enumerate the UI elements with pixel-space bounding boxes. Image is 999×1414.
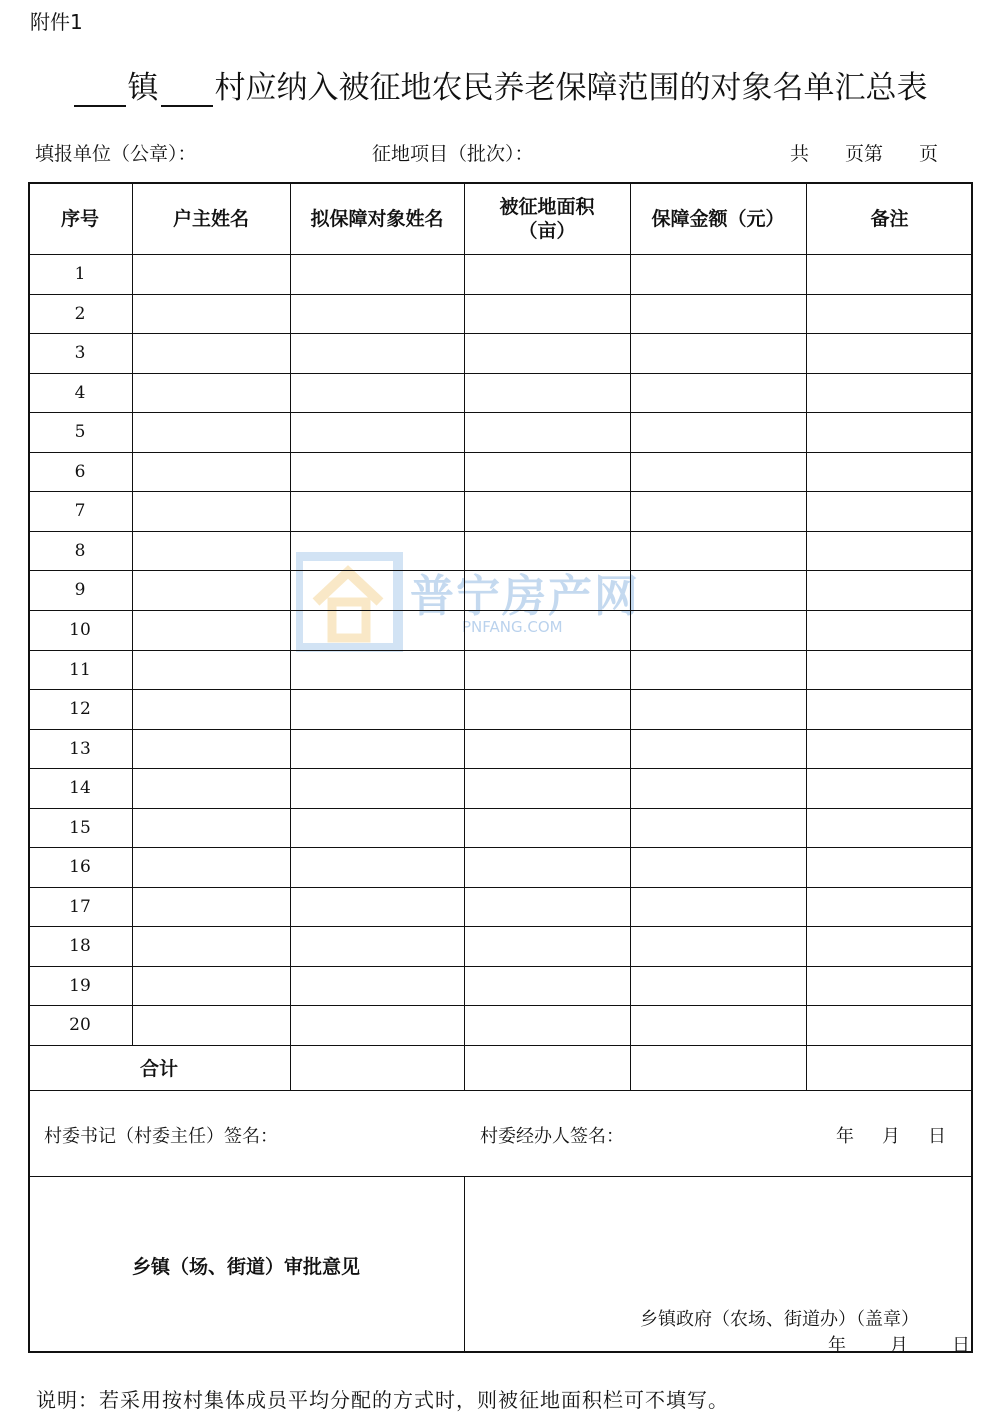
row-number: 5	[74, 422, 86, 443]
page-suffix: 页	[919, 143, 939, 165]
row-number: 16	[69, 857, 91, 878]
signature-month: 月	[882, 1126, 900, 1147]
grid-line	[28, 412, 973, 413]
grid-line	[290, 184, 291, 1090]
row-number: 17	[69, 896, 91, 917]
header-land-area-line1: 被征地面积	[499, 196, 595, 218]
grid-line	[28, 333, 973, 334]
grid-line	[28, 254, 973, 255]
project-label: 征地项目（批次）：	[372, 143, 534, 165]
grid-line	[28, 1005, 973, 1006]
row-number: 12	[69, 699, 91, 720]
header-household-head: 户主姓名	[172, 208, 249, 230]
page-count	[790, 139, 938, 166]
grid-line	[28, 531, 973, 532]
row-number: 20	[69, 1015, 91, 1036]
grid-line	[806, 184, 807, 1090]
grid-line	[132, 184, 133, 1045]
row-number: 18	[69, 936, 91, 957]
row-number: 7	[74, 501, 86, 522]
grid-line	[28, 610, 973, 611]
approval-day: 日	[952, 1335, 970, 1356]
header-land-area	[464, 184, 630, 254]
approval-year: 年	[828, 1335, 846, 1356]
grid-line	[28, 491, 973, 492]
attachment-label: 附件1	[30, 10, 83, 34]
handler-signature-label: 村委经办人签名：	[480, 1126, 624, 1147]
total-label: 合计	[139, 1058, 178, 1080]
grid-line	[28, 847, 973, 848]
town-blank	[74, 77, 126, 107]
row-number: 8	[74, 540, 86, 561]
grid-line	[28, 570, 973, 571]
reporting-unit-label: 填报单位（公章）：	[35, 143, 197, 165]
grid-line	[28, 689, 973, 690]
row-number: 11	[69, 659, 91, 680]
header-insured-name: 拟保障对象姓名	[310, 208, 444, 230]
grid-line	[28, 294, 973, 295]
row-number: 19	[69, 975, 91, 996]
approval-label: 乡镇（场、街道）审批意见	[131, 1255, 360, 1278]
row-number: 3	[74, 343, 86, 364]
grid-line	[28, 887, 973, 888]
row-number: 6	[74, 461, 86, 482]
grid-line	[28, 452, 973, 453]
approval-date	[828, 1331, 970, 1357]
watermark-sub: PNFANG.COM	[462, 618, 563, 636]
village-blank	[161, 77, 213, 107]
header-seq: 序号	[60, 208, 99, 230]
page-label: 页第	[845, 143, 884, 165]
government-seal-label: 乡镇政府（农场、街道办）（盖章）	[640, 1309, 919, 1330]
signature-day: 日	[928, 1126, 946, 1147]
secretary-signature-label: 村委书记（村委主任）签名：	[44, 1126, 278, 1147]
grid-line	[28, 808, 973, 809]
grid-line	[28, 729, 973, 730]
grid-line	[28, 926, 973, 927]
row-number: 2	[74, 303, 86, 324]
title-main: 村应纳入被征地农民养老保障范围的对象名单汇总表	[214, 70, 928, 106]
signature-date	[836, 1122, 946, 1148]
row-number: 1	[74, 264, 86, 284]
document-title	[0, 62, 999, 107]
grid-line	[28, 650, 973, 651]
footnote: 说明：若采用按村集体成员平均分配的方式时，则被征地面积栏可不填写。	[36, 1388, 729, 1412]
grid-line	[28, 373, 973, 374]
header-amount: 保障金额（元）	[651, 208, 785, 230]
total-pages-label: 共	[790, 143, 810, 165]
grid-line	[28, 768, 973, 769]
grid-line	[464, 184, 465, 1090]
approval-month: 月	[890, 1335, 908, 1356]
header-remarks: 备注	[870, 208, 909, 230]
grid-line	[630, 184, 631, 1090]
row-number: 10	[69, 619, 91, 640]
grid-line	[28, 966, 973, 967]
watermark-text: 普宁房产网	[410, 571, 640, 622]
header-land-area-line2: （亩）	[518, 220, 576, 242]
row-number: 9	[74, 580, 86, 601]
title-town: 镇	[127, 70, 159, 106]
signature-year: 年	[836, 1126, 854, 1147]
row-number: 14	[69, 778, 91, 799]
grid-line	[28, 1090, 973, 1091]
row-number: 4	[74, 382, 86, 403]
grid-line	[464, 1176, 465, 1353]
row-number: 15	[69, 817, 91, 838]
row-number: 13	[69, 738, 91, 759]
